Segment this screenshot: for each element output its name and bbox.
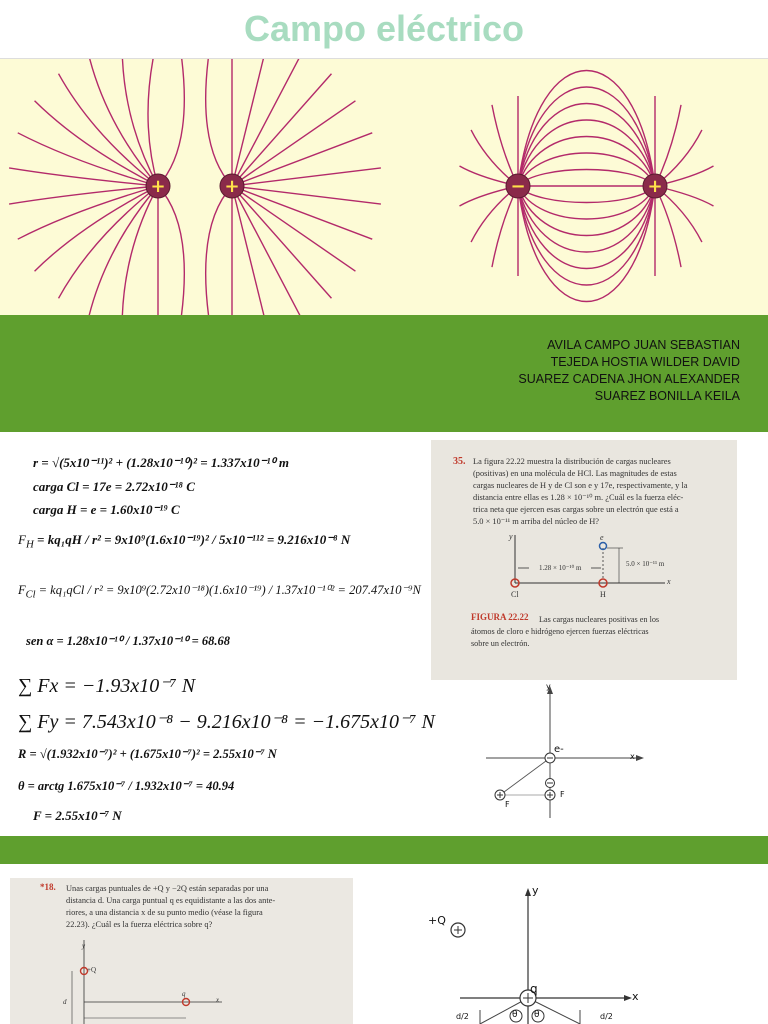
equation-theta: θ = arctg 1.675x10⁻⁷ / 1.932x10⁻⁷ = 40.94 [18, 779, 235, 793]
sketch2-y-label: y [532, 884, 539, 897]
y-axis-label: y [82, 942, 86, 950]
equation-force-h [18, 532, 350, 551]
sketch2-right-half-distance: d/2 [600, 1012, 613, 1021]
sketch2-q-label: q [530, 982, 538, 996]
textbook-problem-18-photo [10, 878, 353, 1024]
sketch2-x-label: x [632, 990, 639, 1003]
sketch-y-label: y [546, 682, 551, 691]
field-line [148, 59, 158, 186]
height-label: 5.0 × 10⁻¹¹ m [626, 560, 665, 568]
distance-label: 1.28 × 10⁻¹⁰ m [539, 564, 582, 572]
sketch-force-cl-label: F [505, 800, 510, 809]
field-line [122, 186, 158, 316]
field-line [122, 59, 158, 186]
x-axis-label: x [216, 996, 220, 1004]
problem-text-line: La figura 22.22 muestra la distribución de cargas nucleares [473, 457, 671, 466]
field-line [518, 186, 655, 203]
point-charges-diagram [10, 878, 353, 1024]
caption-line: Las cargas nucleares positivas en los [539, 615, 660, 624]
sketch2-plus-q-label: +Q [428, 914, 446, 927]
equation-sum-fy: ∑ Fy = 7.543x10⁻⁸ − 9.216x10⁻⁸ = −1.675x10⁻⁷ N [18, 711, 435, 733]
caption-line: sobre un electrón. [471, 639, 530, 648]
equation-resultant: R = √(1.932x10⁻⁷)² + (1.675x10⁻⁷)² = 2.55x10⁻⁷ N [18, 747, 277, 761]
d-label: d [63, 998, 67, 1006]
y-axis-label: y [509, 532, 513, 541]
problem-text-line: distancia entre ellas es 1.28 × 10⁻¹⁰ m. ¿Cuál es la fuerza eléc- [473, 493, 684, 502]
figure-caption [471, 614, 659, 650]
field-line [59, 186, 158, 298]
sketch2-theta-left: θ [512, 1010, 518, 1020]
sketch-x-label: x [630, 752, 635, 761]
x-axis-label: x [667, 577, 671, 586]
force-symbol: F [18, 583, 26, 597]
field-line [9, 168, 158, 186]
equation-sen-alpha: sen α = 1.28x10⁻¹⁰ / 1.37x10⁻¹⁰ = 68.68 [26, 634, 230, 648]
field-line [206, 186, 232, 316]
field-line [518, 170, 655, 187]
problem-text-line: riores, a una distancia x de su punto medio (véase la figura [66, 908, 263, 917]
field-line [9, 186, 158, 204]
problem-text-line: trica neta que ejercen esas cargas sobre un electrón que está a [473, 505, 679, 514]
q-label: q [182, 990, 186, 998]
electron-label: e [600, 533, 604, 542]
field-line [158, 186, 184, 316]
divider-band [0, 836, 768, 864]
problem-text-line: distancia d. Una carga puntual q es equidistante a las dos ante- [66, 896, 276, 905]
page-title: Campo eléctrico [243, 8, 525, 49]
author-name: SUAREZ CADENA JHON ALEXANDER [518, 372, 740, 386]
sketch-electron-label: e- [554, 744, 564, 755]
author-list [518, 337, 740, 405]
equation-force-cl [18, 582, 421, 601]
field-lines-illustration [0, 58, 768, 316]
problem-text-line: 5.0 × 10⁻¹¹ m arriba del núcleo de H? [473, 517, 600, 526]
problem-text-line: Unas cargas puntuales de +Q y −2Q están separadas por una [66, 884, 269, 893]
force-cl-expression: = kq₁qCl / r² = 9x10⁹(2.72x10⁻¹⁸)(1.6x10⁻¹⁹) / 1.37x10⁻¹⁰² = 207.47x10⁻⁹N [38, 583, 421, 597]
field-line [59, 74, 158, 186]
hydrogen-label: H [600, 590, 606, 599]
author-name: TEJEDA HOSTIA WILDER DAVID [550, 355, 740, 369]
equation-final-force: F = 2.55x10⁻⁷ N [33, 808, 122, 823]
force-vector-sketch [486, 682, 646, 820]
sketch-force-h-label: F [560, 790, 565, 799]
authors-banner [0, 315, 768, 432]
plus-q-label: +Q [87, 966, 97, 974]
field-line [518, 104, 655, 187]
field-line [206, 59, 232, 186]
problem-number: 35. [453, 456, 466, 467]
force-subscript: H [25, 538, 34, 551]
author-name: SUAREZ BONILLA KEILA [594, 389, 740, 403]
equation-carga-cl: carga Cl = 17e = 2.72x10⁻¹⁸ C [33, 479, 195, 494]
equation-sum-fx: ∑ Fx = −1.93x10⁻⁷ N [18, 675, 196, 697]
force-symbol: F [18, 532, 26, 547]
field-line [518, 186, 655, 302]
charge-sign: − [510, 176, 526, 197]
force-subscript: Cl [25, 589, 36, 601]
problem-text-line: 22.23). ¿Cuál es la fuerza eléctrica sobre q? [66, 920, 213, 929]
charge-sign: + [224, 176, 240, 197]
problem-text-line: cargas nucleares de H y de Cl son e y 17e, respectivamente, y la [473, 481, 688, 490]
field-line [518, 71, 655, 187]
field-line [158, 59, 184, 186]
charge-sign: + [647, 176, 663, 197]
textbook-problem-35-photo [431, 440, 737, 680]
equation-r: r = √(5x10⁻¹¹)² + (1.28x10⁻¹⁰)² = 1.337x10⁻¹⁰ m [33, 455, 289, 470]
chlorine-label: Cl [511, 590, 519, 599]
force-h-expression: = kq₁qH / r² = 9x10⁹(1.6x10⁻¹⁹)² / 5x10⁻¹¹² = 9.216x10⁻⁸ N [37, 532, 351, 547]
charge-geometry-sketch [420, 884, 660, 1024]
field-line [232, 59, 268, 186]
equation-carga-h: carga H = e = 1.60x10⁻¹⁹ C [33, 502, 180, 517]
figure-title: FIGURA 22.22 [471, 612, 529, 622]
field-line [232, 59, 302, 186]
author-name: AVILA CAMPO JUAN SEBASTIAN [547, 338, 740, 352]
sketch2-theta-right: θ [534, 1010, 540, 1020]
problem-number: *18. [40, 882, 56, 892]
field-line [518, 186, 655, 269]
field-line [232, 186, 302, 316]
caption-line: átomos de cloro e hidrógeno ejercen fuerzas eléctricas [471, 627, 649, 636]
problem-text-line: (positivas) en una molécula de HCl. Las magnitudes de estas [473, 469, 677, 478]
sketch2-left-half-distance: d/2 [456, 1012, 469, 1021]
charge-sign: + [150, 176, 166, 197]
